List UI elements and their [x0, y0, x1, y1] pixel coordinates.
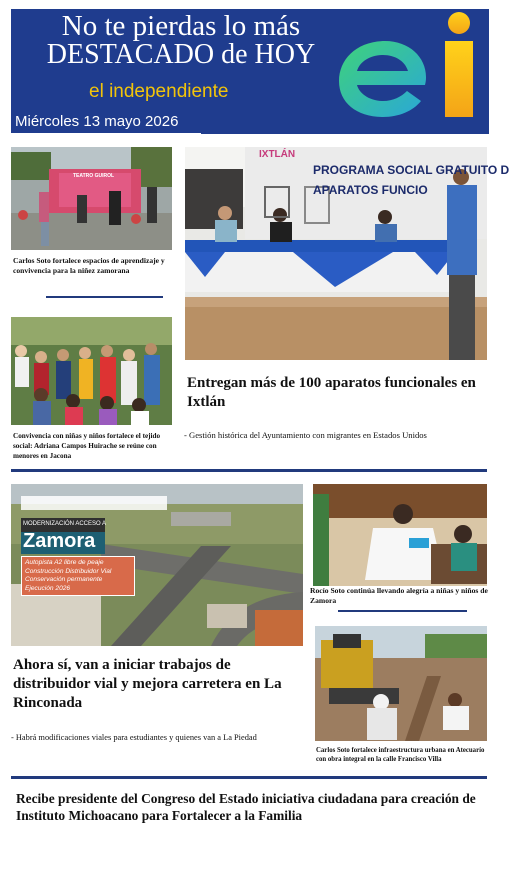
brand-name: el independiente [89, 81, 229, 102]
story4-deck: - Habrá modificaciones viales para estudiantes y quienes van a La Piedad [11, 733, 257, 742]
story4-overlay-big: Zamora [23, 530, 96, 552]
main-story-photo[interactable] [185, 147, 509, 360]
main-photo-banner-line2: APARATOS FUNCIO [313, 183, 428, 197]
story4-overlay-box [21, 556, 135, 596]
bottom-headline[interactable]: Recibe presidente del Congreso del Estado iniciativa ciudadana para creación de Instituto Michoacano para Fortalecer a la Familia [16, 791, 476, 823]
main-photo-logo: IXTLÁN [259, 149, 296, 160]
story1-divider [46, 296, 163, 298]
header-banner [11, 9, 489, 134]
story5-caption[interactable]: Rocío Soto continúa llevando alegría a niñas y niños de Zamora [310, 586, 488, 605]
story2-caption[interactable]: Convivencia con niñas y niños fortalece el tejido social: Adriana Campos Huirache se reúne con menores en Jacona [13, 432, 161, 460]
banner-line2: DESTACADO de HOY [46, 39, 316, 70]
edition-date: Miércoles 13 mayo 2026 [15, 113, 179, 130]
date-underline [11, 133, 201, 135]
story4-headline[interactable]: Ahora sí, van a iniciar trabajos de distribuidor vial y mejora carretera en La Rinconada [13, 657, 282, 711]
section-divider-2 [11, 776, 487, 779]
story2-photo[interactable] [11, 317, 172, 425]
story6-caption[interactable]: Carlos Soto fortalece infraestructura urbana en Atecuarío con obra integral en la calle Francisco Villa [316, 747, 485, 763]
banner-line1: No te pierdas lo más [61, 10, 301, 42]
story4-photo[interactable] [11, 484, 303, 646]
main-deck: - Gestión histórica del Ayuntamiento con migrantes en Estados Unidos [184, 430, 427, 440]
story4-box-line1: Autopista A2 libre de peaje [25, 559, 104, 566]
story1-photo-sign: TEATRO GUIROL [73, 173, 115, 179]
story4-box-line4: Ejecución 2026 [25, 584, 71, 592]
story6-photo[interactable] [315, 626, 487, 741]
main-headline[interactable]: Entregan más de 100 aparatos funcionales en Ixtlán [187, 375, 476, 410]
ei-logo [333, 9, 489, 121]
section-divider-1 [11, 469, 487, 472]
story5-divider [338, 610, 467, 612]
main-photo-banner-line1: PROGRAMA SOCIAL GRATUITO D [313, 163, 509, 177]
story4-box-line3: Conservación permanente [25, 576, 103, 584]
story5-photo[interactable] [313, 484, 487, 586]
story1-caption[interactable]: Carlos Soto fortalece espacios de aprendizaje y convivencia para la niñez zamorana [13, 256, 165, 275]
story4-box-line2: Construcción Distribuidor Vial [25, 567, 112, 575]
story4-overlay-small: MODERNIZACIÓN ACCESO A [23, 521, 107, 527]
story1-photo[interactable] [11, 147, 172, 250]
